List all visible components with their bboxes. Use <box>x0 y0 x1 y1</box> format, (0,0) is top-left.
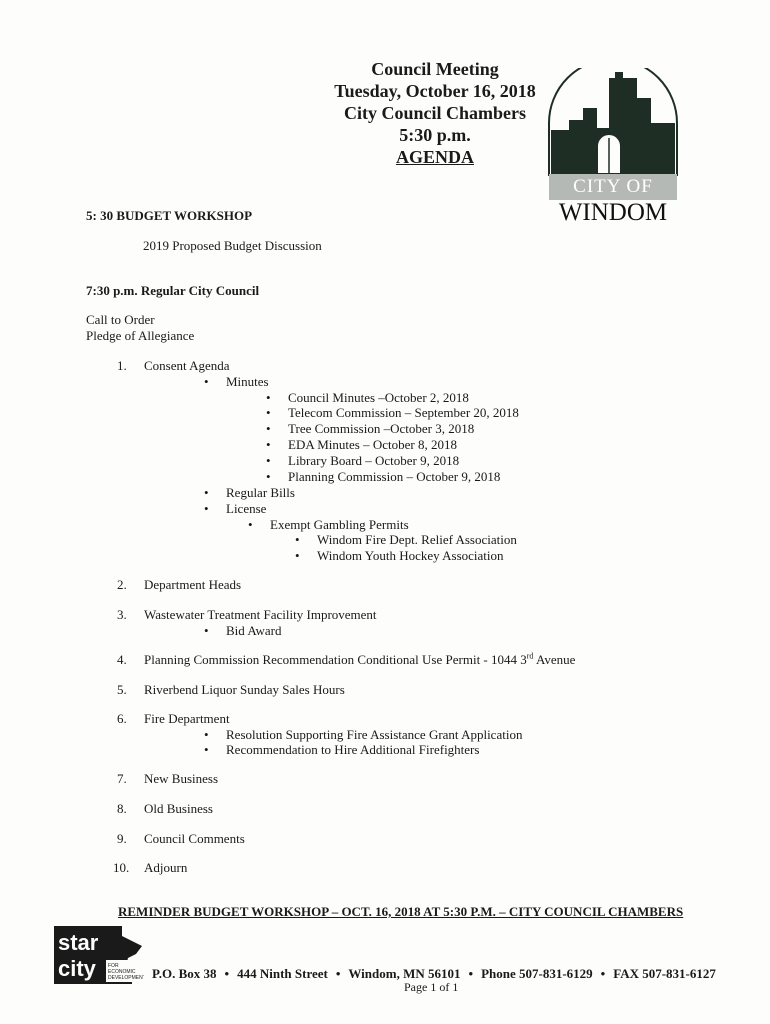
regular-council-title: 7:30 p.m. Regular City Council <box>86 283 260 298</box>
tagline-development: DEVELOPMENT <box>108 975 144 981</box>
footer-po-box: P.O. Box 38 <box>152 966 217 981</box>
footer-city: Windom, MN 56101 <box>348 966 461 981</box>
logo-windom: WINDOM <box>558 199 668 226</box>
list-item: • Council Minutes –October 2, 2018 <box>288 390 469 406</box>
hire-firefighters-item: • Recommendation to Hire Additional Firefighters <box>226 742 479 758</box>
pledge-of-allegiance: Pledge of Allegiance <box>86 328 195 343</box>
workshop-title: 5: 30 BUDGET WORKSHOP <box>86 208 253 223</box>
header-location: City Council Chambers <box>343 103 526 123</box>
item-number: 6. <box>117 711 127 726</box>
item-number: 2. <box>117 577 127 592</box>
footer-address: P.O. Box 38 • 444 Ninth Street • Windom, MN 56101 • Phone 507-831-6129 • FAX 507-831-6127 <box>152 966 716 981</box>
council-comments-item: Council Comments <box>144 831 245 846</box>
fire-department-item: Fire Department <box>144 711 230 726</box>
consent-agenda: Consent Agenda <box>144 358 230 373</box>
item-number: 4. <box>117 652 127 667</box>
list-item: • Windom Youth Hockey Association <box>317 548 504 564</box>
old-business-item: Old Business <box>144 801 213 816</box>
logo-city-of: CITY OF <box>549 174 677 200</box>
workshop-reminder: REMINDER BUDGET WORKSHOP – OCT. 16, 2018 AT 5:30 P.M. – CITY COUNCIL CHAMBERS <box>118 904 684 919</box>
list-item: • Planning Commission – October 9, 2018 <box>288 469 500 485</box>
liquor-sales-item: Riverbend Liquor Sunday Sales Hours <box>144 682 345 697</box>
item-number: 8. <box>117 801 127 816</box>
permit-text: Planning Commission Recommendation Conditional Use Permit - 1044 3 <box>144 652 527 667</box>
star-city-logo <box>52 924 144 986</box>
item-number: 10. <box>113 860 130 875</box>
list-item: • Tree Commission –October 3, 2018 <box>288 421 474 437</box>
gambling-permits-item: • Exempt Gambling Permits <box>270 517 409 533</box>
header-agenda: AGENDA <box>395 147 474 167</box>
list-item: • Library Board – October 9, 2018 <box>288 453 459 469</box>
item-number: 3. <box>117 607 127 622</box>
footer-street: 444 Ninth Street <box>237 966 328 981</box>
permit-avenue: Avenue <box>533 652 576 667</box>
list-item: • Windom Fire Dept. Relief Association <box>317 532 517 548</box>
item-number: 7. <box>117 771 127 786</box>
header-meeting: Council Meeting <box>371 59 499 79</box>
minnesota-map-icon <box>52 924 144 986</box>
footer-phone: Phone 507-831-6129 <box>481 966 593 981</box>
page-number: Page 1 of 1 <box>404 980 459 994</box>
tagline-for: FOR <box>108 963 119 969</box>
minutes-item: • Minutes <box>226 374 269 390</box>
wastewater-item: Wastewater Treatment Facility Improvement <box>144 607 377 622</box>
department-heads: Department Heads <box>144 577 242 592</box>
list-item: • Telecom Commission – September 20, 2018 <box>288 405 519 421</box>
bid-award-item: • Bid Award <box>226 623 282 639</box>
item-number: 9. <box>117 831 127 846</box>
tagline-economic: ECONOMIC <box>108 969 136 975</box>
star-wordmark: star <box>58 930 99 955</box>
grant-resolution-item: • Resolution Supporting Fire Assistance Grant Application <box>226 727 522 743</box>
agenda-header <box>300 58 570 168</box>
city-of-windom-logo <box>539 68 689 228</box>
conditional-use-permit-item <box>144 652 575 668</box>
license-item: • License <box>226 501 266 517</box>
ordinal-suffix: rd <box>526 651 534 661</box>
call-to-order: Call to Order <box>86 312 155 327</box>
regular-bills-item: • Regular Bills <box>226 485 295 501</box>
list-item: • EDA Minutes – October 8, 2018 <box>288 437 457 453</box>
item-number: 1. <box>117 358 127 373</box>
header-date: Tuesday, October 16, 2018 <box>334 81 536 101</box>
item-number: 5. <box>117 682 127 697</box>
workshop-item: 2019 Proposed Budget Discussion <box>143 238 322 253</box>
header-time: 5:30 p.m. <box>399 125 471 145</box>
footer-fax: FAX 507-831-6127 <box>613 966 716 981</box>
new-business-item: New Business <box>144 771 219 786</box>
adjourn-item: Adjourn <box>144 860 188 875</box>
city-wordmark: city <box>58 956 96 981</box>
